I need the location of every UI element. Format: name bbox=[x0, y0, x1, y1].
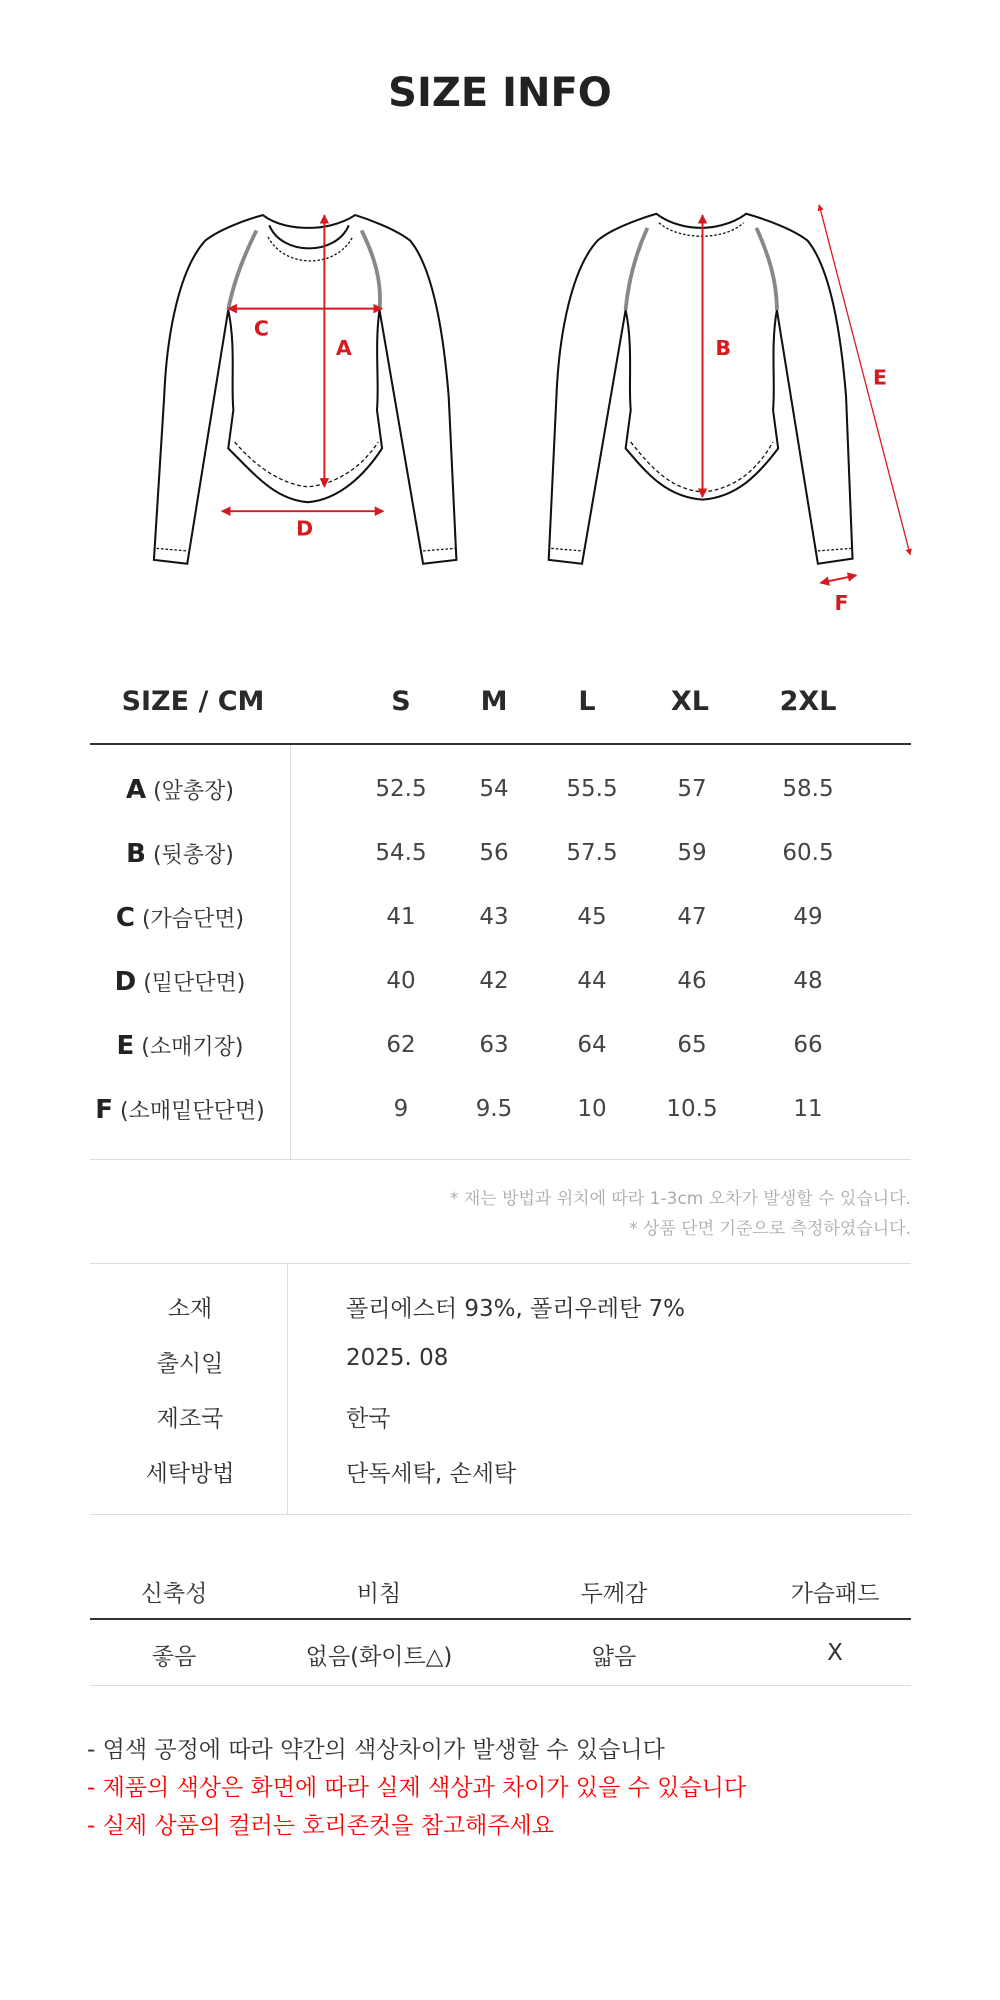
size-value: 44 bbox=[577, 968, 607, 994]
row-key: E bbox=[116, 1031, 135, 1061]
row-label-b bbox=[126, 838, 234, 869]
info-bottom-divider bbox=[90, 1514, 911, 1515]
size-value: 54.5 bbox=[375, 840, 427, 866]
size-value: 9 bbox=[393, 1096, 409, 1122]
info-label-origin: 제조국 bbox=[156, 1406, 224, 1432]
size-col-xl: XL bbox=[670, 686, 710, 717]
measurement-note: * 재는 방법과 위치에 따라 1-3cm 오차가 발생할 수 있습니다. bbox=[449, 1189, 911, 1209]
feature-value-sheerness: 없음(화이트△) bbox=[305, 1644, 453, 1670]
size-value: 40 bbox=[386, 968, 416, 994]
info-value-origin: 한국 bbox=[346, 1406, 391, 1432]
column-divider bbox=[290, 745, 291, 1159]
feature-header-thickness: 두께감 bbox=[580, 1581, 648, 1607]
row-key: C bbox=[115, 903, 135, 933]
row-name: (소매기장) bbox=[141, 1035, 244, 1060]
size-value: 49 bbox=[793, 904, 823, 930]
header-divider bbox=[90, 743, 911, 745]
size-col-s: S bbox=[391, 686, 411, 717]
size-value: 56 bbox=[479, 840, 509, 866]
measurement-diagram bbox=[0, 192, 1000, 615]
label-b: B bbox=[715, 335, 731, 360]
size-value: 64 bbox=[577, 1032, 607, 1058]
size-value: 52.5 bbox=[375, 776, 427, 802]
size-value: 41 bbox=[386, 904, 416, 930]
info-value-washing: 단독세탁, 손세탁 bbox=[346, 1461, 517, 1487]
row-key: F bbox=[95, 1095, 114, 1125]
size-value: 48 bbox=[793, 968, 823, 994]
info-label-material: 소재 bbox=[167, 1296, 213, 1322]
row-name: (소매밑단단면) bbox=[120, 1099, 265, 1124]
size-value: 55.5 bbox=[566, 776, 618, 802]
size-value: 66 bbox=[793, 1032, 823, 1058]
table-bottom-divider bbox=[90, 1159, 911, 1160]
measurement-note: * 상품 단면 기준으로 측정하였습니다. bbox=[629, 1219, 911, 1239]
arrow-e bbox=[819, 205, 910, 555]
features-divider bbox=[90, 1618, 911, 1620]
size-col-m: M bbox=[480, 686, 508, 717]
label-d: D bbox=[296, 516, 314, 541]
page-title: SIZE INFO bbox=[388, 70, 612, 116]
info-top-divider bbox=[90, 1263, 911, 1264]
size-col-2xl: 2XL bbox=[779, 686, 837, 717]
size-value: 62 bbox=[386, 1032, 416, 1058]
row-name: (가슴단면) bbox=[141, 907, 245, 932]
feature-header-sheerness: 비침 bbox=[356, 1581, 402, 1607]
feature-value-thickness: 얇음 bbox=[591, 1644, 637, 1670]
info-label-washing: 세탁방법 bbox=[145, 1461, 235, 1487]
row-name: (밑단단면) bbox=[143, 971, 246, 996]
feature-value-bra-pad: X bbox=[827, 1640, 843, 1666]
size-value: 46 bbox=[677, 968, 707, 994]
size-header: SIZE / CM bbox=[121, 686, 265, 717]
row-key: B bbox=[126, 839, 146, 869]
notice-text: - 실제 상품의 컬러는 호리존컷을 참고해주세요 bbox=[87, 1813, 554, 1839]
info-label-release-date: 출시일 bbox=[156, 1351, 224, 1377]
feature-value-stretch: 좋음 bbox=[151, 1644, 197, 1670]
row-label-e bbox=[117, 1030, 244, 1061]
row-label-d bbox=[115, 966, 246, 997]
size-value: 43 bbox=[479, 904, 509, 930]
size-value: 45 bbox=[577, 904, 607, 930]
size-value: 58.5 bbox=[782, 776, 834, 802]
size-value: 10 bbox=[577, 1096, 607, 1122]
size-value: 57 bbox=[677, 776, 707, 802]
arrow-f bbox=[820, 575, 856, 583]
feature-header-bra-pad: 가슴패드 bbox=[790, 1581, 880, 1607]
row-label-c bbox=[116, 902, 244, 933]
row-label-f bbox=[95, 1094, 264, 1125]
notice-text: - 염색 공정에 따라 약간의 색상차이가 발생할 수 있습니다 bbox=[87, 1737, 665, 1763]
size-value: 63 bbox=[479, 1032, 509, 1058]
size-value: 47 bbox=[677, 904, 707, 930]
size-value: 60.5 bbox=[782, 840, 834, 866]
size-value: 65 bbox=[677, 1032, 707, 1058]
back-shirt-illustration bbox=[549, 214, 853, 564]
label-e: E bbox=[873, 365, 888, 390]
size-value: 42 bbox=[479, 968, 509, 994]
size-value: 57.5 bbox=[566, 840, 618, 866]
size-col-l: L bbox=[578, 686, 596, 717]
info-value-release-date: 2025. 08 bbox=[346, 1345, 449, 1371]
row-key: D bbox=[114, 967, 137, 997]
size-value: 10.5 bbox=[666, 1096, 718, 1122]
size-value: 9.5 bbox=[475, 1096, 513, 1122]
row-name: (앞총장) bbox=[153, 779, 235, 804]
feature-header-stretch: 신축성 bbox=[140, 1581, 208, 1607]
features-bottom-divider bbox=[90, 1685, 911, 1686]
row-key: A bbox=[125, 775, 147, 805]
info-value-material: 폴리에스터 93%, 폴리우레탄 7% bbox=[346, 1296, 686, 1322]
size-value: 54 bbox=[479, 776, 509, 802]
row-label-a bbox=[126, 774, 234, 805]
size-value: 11 bbox=[793, 1096, 823, 1122]
label-c: C bbox=[253, 316, 269, 341]
label-a: A bbox=[335, 335, 352, 360]
row-name: (뒷총장) bbox=[152, 843, 234, 868]
size-value: 59 bbox=[677, 840, 707, 866]
label-f: F bbox=[834, 590, 849, 615]
notice-text: - 제품의 색상은 화면에 따라 실제 색상과 차이가 있을 수 있습니다 bbox=[87, 1775, 747, 1801]
info-column-divider bbox=[287, 1263, 288, 1514]
